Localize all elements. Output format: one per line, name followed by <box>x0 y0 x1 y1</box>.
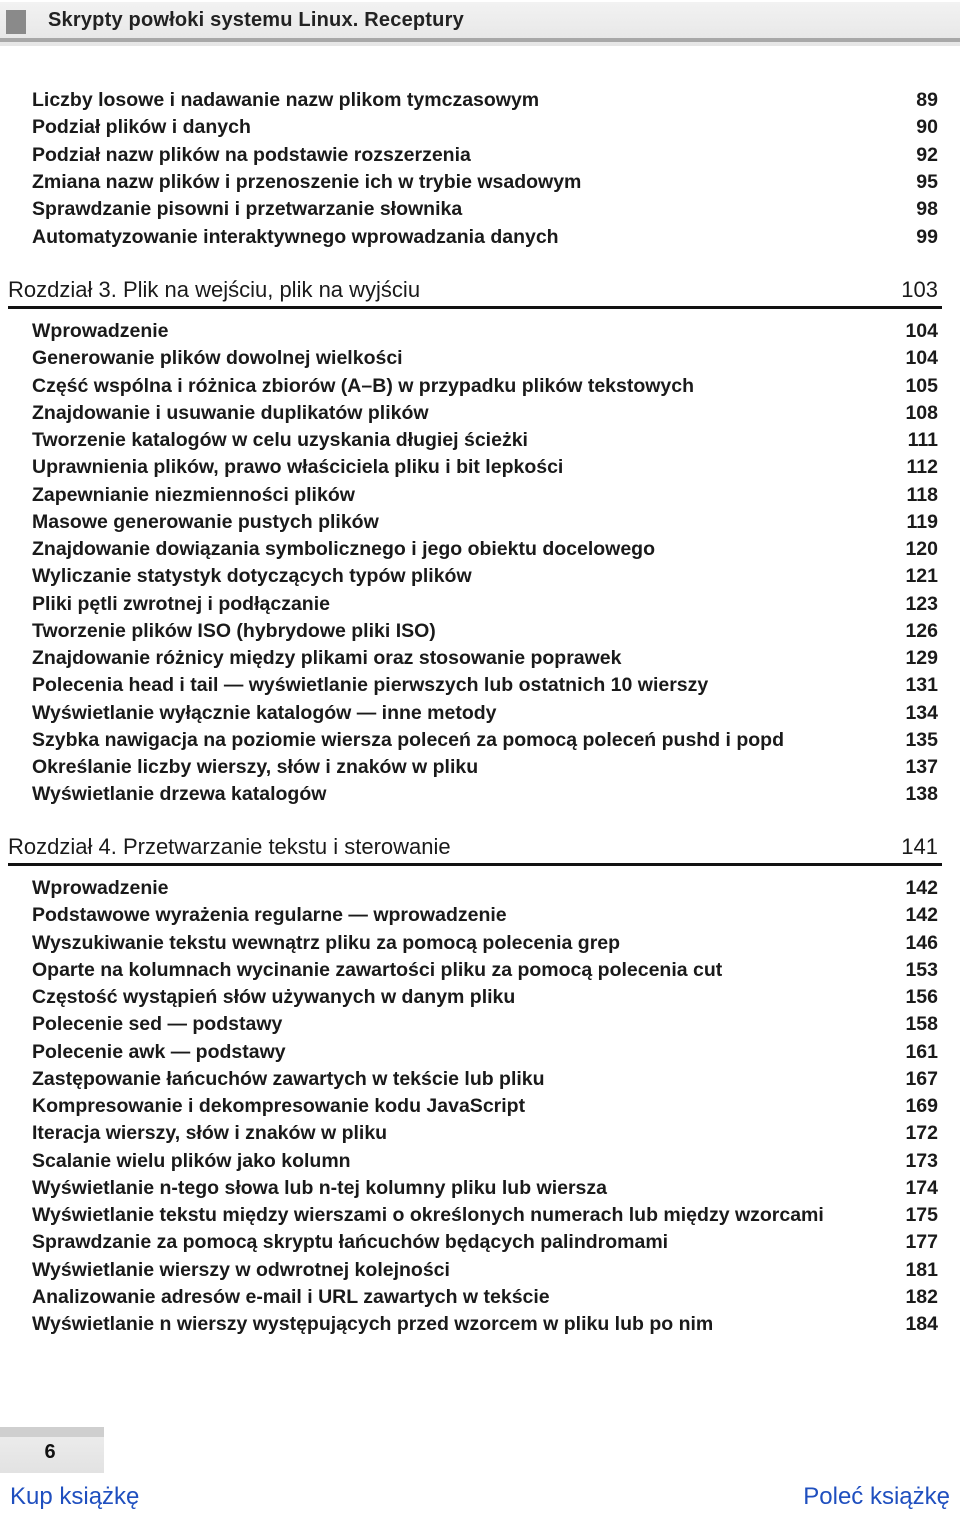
chapter-page: 103 <box>901 277 938 302</box>
toc-entry-title: Podstawowe wyrażenia regularne — wprowadzenie <box>32 904 507 927</box>
toc-entry-title: Liczby losowe i nadawanie nazw plikom tymczasowym <box>32 89 540 111</box>
toc-entry-page: 129 <box>905 647 938 669</box>
toc-entry-page: 108 <box>905 401 938 424</box>
toc-entry-page: 177 <box>905 1231 938 1254</box>
toc-entry-page: 174 <box>905 1176 938 1199</box>
toc-entry-page: 99 <box>916 225 938 248</box>
toc-entry-title: Polecenia head i tail — wyświetlanie pierwszych lub ostatnich 10 wierszy <box>32 674 709 697</box>
toc-entry-title: Wyświetlanie tekstu między wierszami o określonych numerach lub między wzorcami <box>32 1204 824 1226</box>
page-number-tab <box>0 1427 104 1473</box>
toc-entry <box>32 169 938 196</box>
toc-entry <box>32 930 938 957</box>
chapter-4-rule <box>8 863 942 866</box>
toc-entry-page: 161 <box>905 1040 938 1063</box>
toc-entry-title: Tworzenie plików ISO (hybrydowe pliki ISO) <box>32 619 436 642</box>
chapter-title: Rozdział 4. Przetwarzanie tekstu i sterowanie <box>8 834 451 859</box>
toc-entry <box>32 1148 938 1175</box>
toc-entry-page: 104 <box>905 347 938 370</box>
toc-entry <box>32 142 938 169</box>
toc-entry-page: 111 <box>907 429 938 451</box>
toc-entry-title: Znajdowanie dowiązania symbolicznego i jego obiektu docelowego <box>32 538 656 560</box>
toc-entry-title: Zmiana nazw plików i przenoszenie ich w trybie wsadowym <box>32 170 582 193</box>
toc-entry-title: Wyświetlanie wyłącznie katalogów — inne metody <box>32 701 497 724</box>
toc-entry-title: Uprawnienia plików, prawo właściciela pliku i bit lepkości <box>32 456 564 479</box>
toc-entry-page: 137 <box>905 756 938 778</box>
toc-entry-title: Zapewnianie niezmienności plików <box>32 483 355 506</box>
toc-entry <box>32 875 938 902</box>
header-rule <box>0 38 960 42</box>
toc-entry <box>32 1175 938 1202</box>
toc-entry-title: Sprawdzanie pisowni i przetwarzanie słownika <box>32 198 463 221</box>
toc-entry-page: 119 <box>906 510 938 533</box>
toc-entry <box>32 196 938 223</box>
toc-entry-title: Pliki pętli zwrotnej i podłączanie <box>32 592 330 615</box>
toc-entry <box>32 1257 938 1284</box>
chapter-page: 141 <box>901 834 938 859</box>
toc-entry-title: Scalanie wielu plików jako kolumn <box>32 1149 351 1172</box>
toc-entry <box>32 957 938 984</box>
toc-entry <box>32 454 938 481</box>
toc-entry-title: Określanie liczby wierszy, słów i znaków w pliku <box>32 756 479 778</box>
toc-entry-title: Wprowadzenie <box>32 877 169 899</box>
toc-entry <box>32 781 938 808</box>
toc-entry-title: Generowanie plików dowolnej wielkości <box>32 347 403 370</box>
toc-entry-page: 173 <box>905 1149 938 1172</box>
toc-entry <box>32 754 938 781</box>
toc-entry-title: Wyświetlanie n wierszy występujących przed wzorcem w pliku lub po nim <box>32 1313 714 1335</box>
toc-entry-title: Wprowadzenie <box>32 320 169 342</box>
toc-entry-page: 182 <box>905 1285 938 1308</box>
toc-entry-title: Wyświetlanie drzewa katalogów <box>32 783 327 806</box>
toc-entry-title: Oparte na kolumnach wycinanie zawartości pliku za pomocą polecenia cut <box>32 958 723 981</box>
chapter-3-rule <box>8 306 942 309</box>
toc-entry-page: 89 <box>916 89 938 111</box>
toc-entry-page: 98 <box>916 198 938 221</box>
toc-entry-title: Zastępowanie łańcuchów zawartych w tekście lub pliku <box>32 1067 545 1090</box>
toc-entry-page: 146 <box>905 931 938 954</box>
toc-entry <box>32 1202 938 1229</box>
chapter-title: Rozdział 3. Plik na wejściu, plik na wyjściu <box>8 277 421 302</box>
toc-entry-page: 142 <box>905 904 938 927</box>
toc-entry-page: 181 <box>905 1258 938 1281</box>
recommend-book-link[interactable]: Poleć książkę <box>803 1483 950 1510</box>
toc-entry-title: Automatyzowanie interaktywnego wprowadzania danych <box>32 225 559 248</box>
toc-entry <box>32 902 938 929</box>
toc-entry-page: 175 <box>905 1204 938 1226</box>
toc-entry <box>32 700 938 727</box>
toc-entry <box>32 536 938 563</box>
toc-entry-title: Podział plików i danych <box>32 116 251 139</box>
toc-entry-page: 158 <box>905 1013 938 1036</box>
toc-entry <box>32 645 938 672</box>
header-marker <box>6 10 26 34</box>
toc-entry-page: 120 <box>905 538 938 560</box>
chapter-3-heading <box>8 274 938 306</box>
toc-entry-title: Polecenie awk — podstawy <box>32 1040 286 1063</box>
toc-entry-page: 112 <box>906 456 938 479</box>
toc-entry-title: Szybka nawigacja na poziomie wiersza poleceń za pomocą poleceń pushd i popd <box>32 728 785 751</box>
buy-book-link[interactable]: Kup książkę <box>10 1483 140 1510</box>
toc-entry <box>32 1229 938 1256</box>
toc-entry <box>32 1039 938 1066</box>
toc-entry <box>32 1284 938 1311</box>
toc-entry-title: Wyliczanie statystyk dotyczących typów plików <box>32 565 472 588</box>
toc-entry-page: 153 <box>905 958 938 981</box>
toc-entry-title: Znajdowanie różnicy między plikami oraz stosowanie poprawek <box>32 647 622 669</box>
toc-entry-page: 172 <box>905 1122 938 1145</box>
toc-entry-title: Wyświetlanie wierszy w odwrotnej kolejności <box>32 1258 450 1281</box>
toc-entry-page: 121 <box>905 565 938 588</box>
toc-entry-page: 135 <box>905 728 938 751</box>
toc-entry <box>32 482 938 509</box>
toc-entry-title: Podział nazw plików na podstawie rozszerzenia <box>32 143 471 166</box>
toc-entry-title: Sprawdzanie za pomocą skryptu łańcuchów będących palindromami <box>32 1231 669 1254</box>
toc-entry-page: 104 <box>905 320 938 342</box>
toc-entry-page: 167 <box>905 1067 938 1090</box>
toc-entry <box>32 345 938 372</box>
toc-entry-page: 131 <box>905 674 938 697</box>
toc-entry <box>32 373 938 400</box>
toc-entry <box>32 400 938 427</box>
toc-entry <box>32 563 938 590</box>
toc-entry-title: Znajdowanie i usuwanie duplikatów plików <box>32 401 429 424</box>
toc-entry-page: 184 <box>905 1313 938 1335</box>
toc-entry-page: 95 <box>916 170 938 193</box>
toc-entry-title: Kompresowanie i dekompresowanie kodu JavaScript <box>32 1095 526 1117</box>
toc-entry <box>32 318 938 345</box>
toc-entry-page: 138 <box>905 783 938 806</box>
toc-entry-page: 156 <box>905 986 938 1008</box>
toc-entry <box>32 509 938 536</box>
toc-entry-page: 118 <box>906 483 938 506</box>
toc-entry <box>32 114 938 141</box>
toc-entry <box>32 1066 938 1093</box>
toc-entry-title: Wyświetlanie n-tego słowa lub n-tej kolumny pliku lub wiersza <box>32 1176 607 1199</box>
toc-entry <box>32 87 938 114</box>
toc-entry <box>32 1120 938 1147</box>
toc-entry-page: 134 <box>905 701 938 724</box>
toc-entry-page: 105 <box>905 374 938 397</box>
toc-entry-title: Tworzenie katalogów w celu uzyskania długiej ścieżki <box>32 429 528 451</box>
page-tab-stripe <box>0 1427 104 1437</box>
toc-entry-page: 126 <box>905 619 938 642</box>
toc-entry <box>32 1311 938 1338</box>
toc-entry-title: Polecenie sed — podstawy <box>32 1013 283 1036</box>
toc-entry <box>32 727 938 754</box>
toc-entry-page: 92 <box>916 143 938 166</box>
toc-entry-page: 90 <box>916 116 938 139</box>
book-title: Skrypty powłoki systemu Linux. Receptury <box>48 9 464 31</box>
toc-entry-title: Iteracja wierszy, słów i znaków w pliku <box>32 1122 388 1145</box>
toc-entry <box>32 984 938 1011</box>
running-header <box>0 2 960 46</box>
toc-entry-title: Wyszukiwanie tekstu wewnątrz pliku za pomocą polecenia grep <box>32 931 621 954</box>
toc-entry <box>32 224 938 251</box>
toc-entry-title: Częstość wystąpień słów używanych w danym pliku <box>32 986 516 1008</box>
toc-entry-title: Część wspólna i różnica zbiorów (A–B) w przypadku plików tekstowych <box>32 374 695 397</box>
toc-entry-title: Analizowanie adresów e-mail i URL zawartych w tekście <box>32 1285 550 1308</box>
toc-entry <box>32 1011 938 1038</box>
toc-entry-title: Masowe generowanie pustych plików <box>32 510 379 533</box>
toc-entry <box>32 1093 938 1120</box>
toc-entry <box>32 618 938 645</box>
toc-entry-page: 169 <box>905 1095 938 1117</box>
toc-entry-page: 123 <box>905 592 938 615</box>
toc-entry <box>32 591 938 618</box>
chapter-4-heading <box>8 831 938 863</box>
toc-entry <box>32 672 938 699</box>
page-number: 6 <box>44 1441 56 1463</box>
toc-entry-page: 142 <box>905 877 938 899</box>
toc-entry <box>32 427 938 454</box>
